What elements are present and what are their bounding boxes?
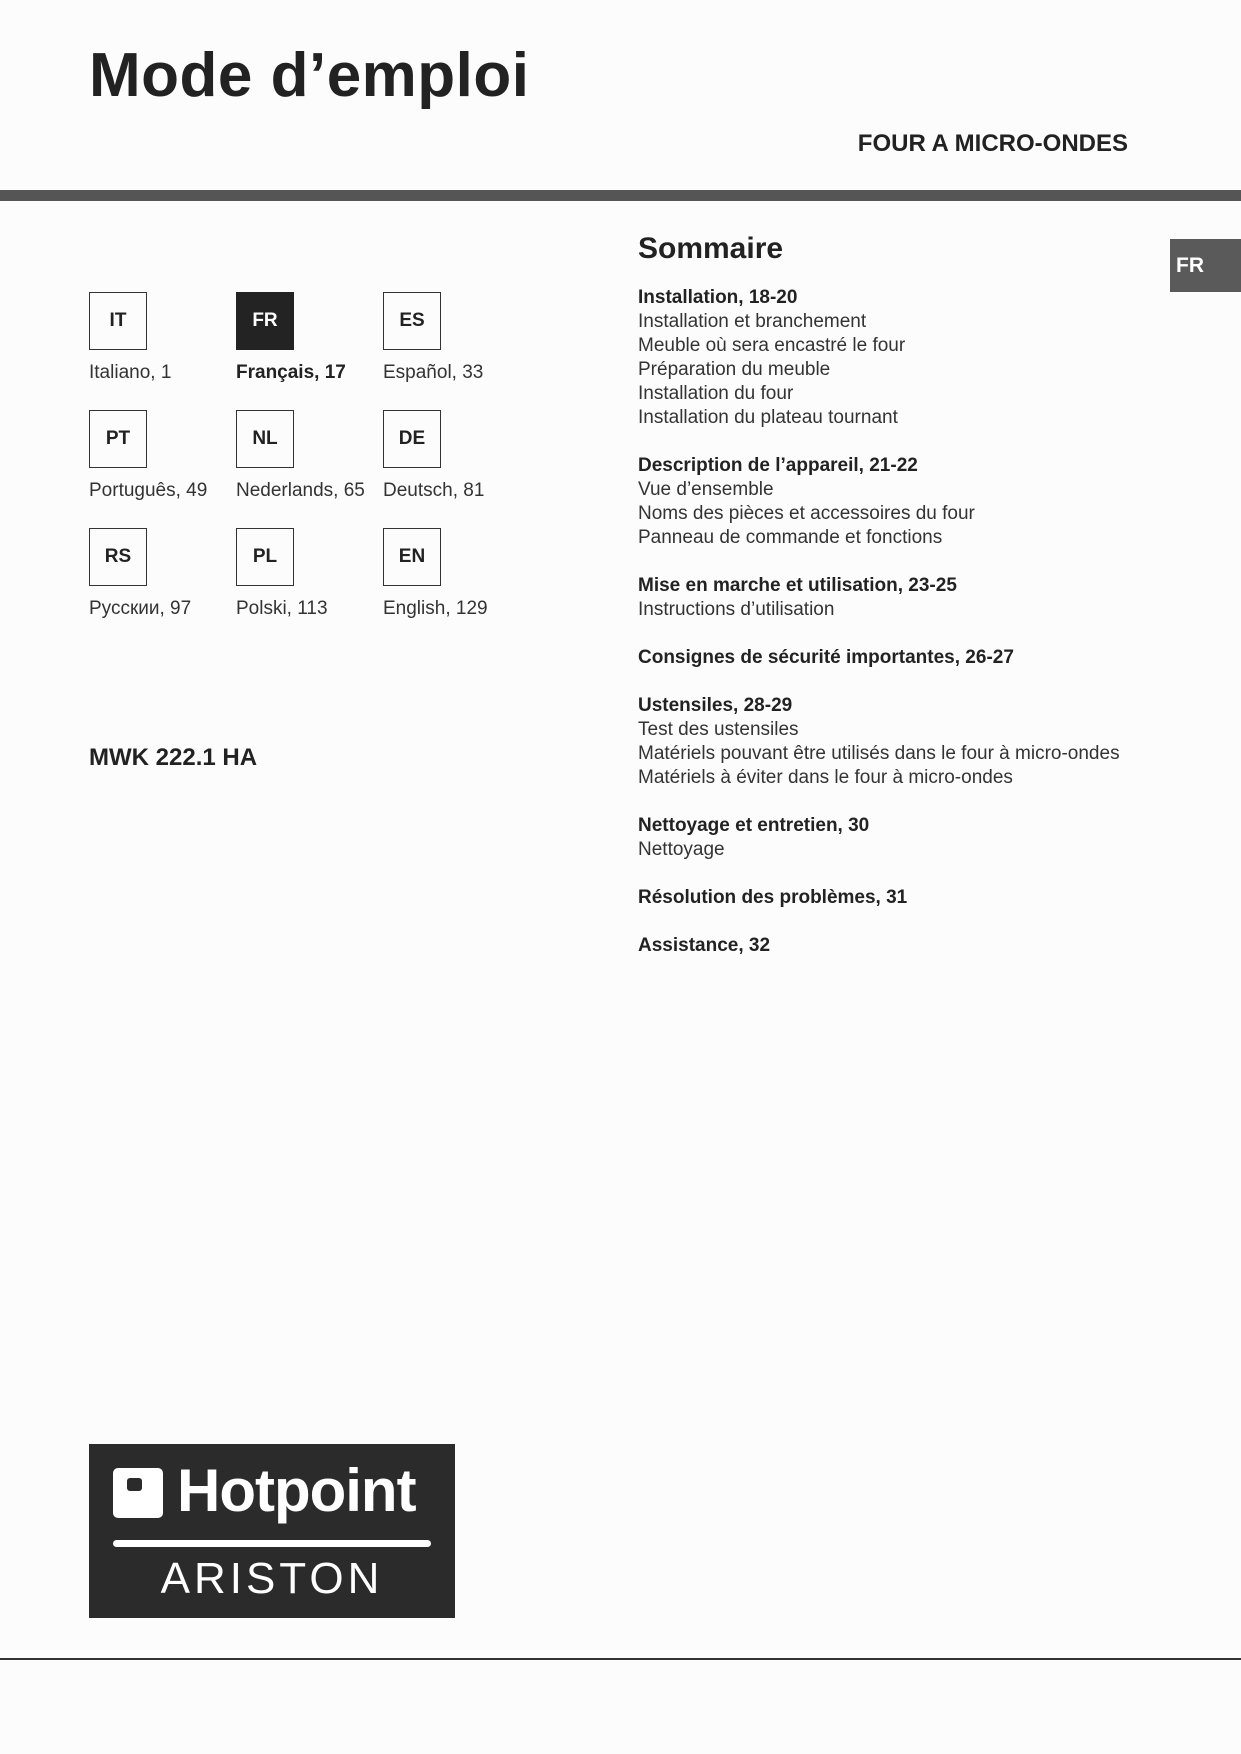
toc-section [638,574,1158,622]
toc-item: Panneau de commande et fonctions [638,527,943,548]
toc-section-heading: Assistance, 32 [638,935,771,956]
toc-item: Matériels pouvant être utilisés dans le four à micro-ondes [638,743,1120,764]
language-code-box: IT [89,292,147,350]
toc-section-heading: Description de l’appareil, 21-22 [638,455,918,476]
language-code-box: FR [236,292,294,350]
language-option-de [383,410,533,502]
toc-item: Installation du four [638,383,794,404]
toc-section [638,286,1158,430]
model-number: MWK 222.1 HA [89,744,258,771]
language-label: Español, 33 [383,362,484,383]
toc-section [638,694,1158,790]
language-code-box: RS [89,528,147,586]
logo-mark-icon [113,1468,163,1518]
product-type: FOUR A MICRO-ONDES [857,130,1128,157]
toc-section-heading: Installation, 18-20 [638,287,798,308]
language-option-es [383,292,533,384]
toc-item: Installation et branchement [638,311,867,332]
language-code-box: ES [383,292,441,350]
toc-title: Sommaire [638,232,784,265]
language-label: Nederlands, 65 [236,480,365,501]
language-option-it [89,292,239,384]
toc-section [638,646,1158,670]
language-code-box: PL [236,528,294,586]
toc-item: Meuble où sera encastré le four [638,335,906,356]
language-label: English, 129 [383,598,488,619]
toc-item: Installation du plateau tournant [638,407,898,428]
language-label: Français, 17 [236,362,346,383]
toc-section [638,814,1158,862]
language-code-box: EN [383,528,441,586]
toc-section-heading: Ustensiles, 28-29 [638,695,793,716]
language-tab: FR [1170,239,1241,292]
language-label: Deutsch, 81 [383,480,485,501]
toc-item: Noms des pièces et accessoires du four [638,503,975,524]
language-option-fr [236,292,386,384]
language-option-rs [89,528,239,620]
toc-item: Préparation du meuble [638,359,831,380]
toc-item: Matériels à éviter dans le four à micro-ondes [638,767,1013,788]
footer-divider [0,1658,1241,1660]
logo-wordmark: Hotpoint [177,1457,416,1524]
language-label: Русскии, 97 [89,598,192,619]
language-code-box: NL [236,410,294,468]
toc-item: Instructions d’utilisation [638,599,835,620]
header-divider [0,190,1241,201]
language-option-en [383,528,533,620]
language-option-pt [89,410,239,502]
table-of-contents [638,232,1158,982]
toc-section-heading: Nettoyage et entretien, 30 [638,815,870,836]
toc-section [638,934,1158,958]
brand-logo [89,1444,455,1618]
language-label: Italiano, 1 [89,362,172,383]
language-option-pl [236,528,386,620]
page-title: Mode d’emploi [89,41,530,110]
logo-subbrand: ARISTON [160,1554,384,1603]
toc-item: Nettoyage [638,839,725,860]
toc-section-heading: Mise en marche et utilisation, 23-25 [638,575,957,596]
language-code-box: PT [89,410,147,468]
toc-item: Vue d’ensemble [638,479,774,500]
language-label: Português, 49 [89,480,208,501]
toc-section [638,454,1158,550]
toc-sections [638,286,1158,958]
language-option-nl [236,410,386,502]
logo-bar [113,1540,431,1547]
language-code-box: DE [383,410,441,468]
toc-section [638,886,1158,910]
toc-section-heading: Résolution des problèmes, 31 [638,887,908,908]
toc-section-heading: Consignes de sécurité importantes, 26-27 [638,647,1014,668]
toc-item: Test des ustensiles [638,719,799,740]
language-label: Polski, 113 [236,598,328,619]
